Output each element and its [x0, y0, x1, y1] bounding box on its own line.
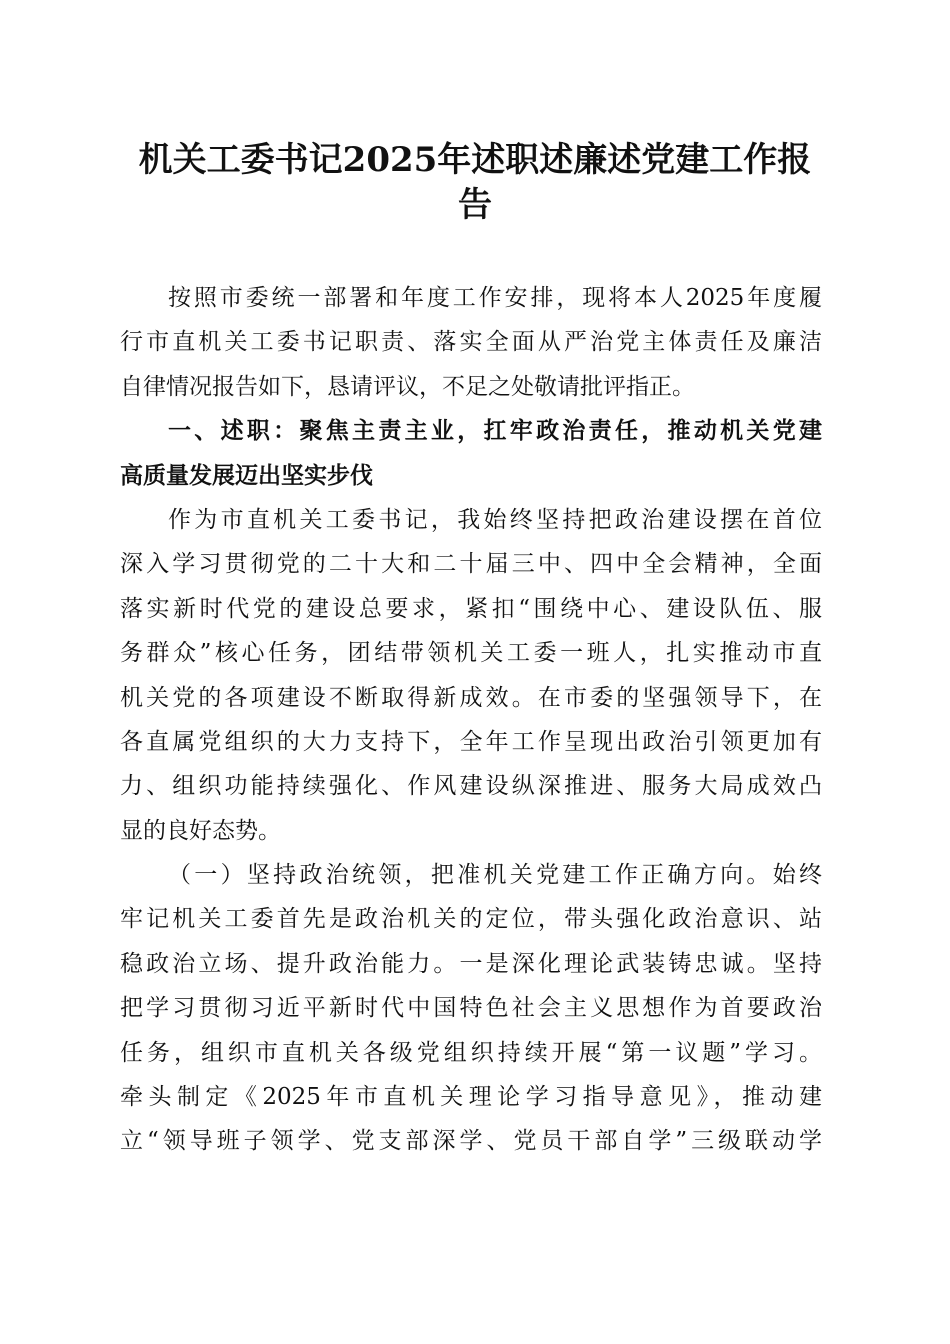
intro-paragraph: [120, 276, 822, 409]
text-line: 稳政治立场、提升政治能力。一是深化理论武装铸忠诚。坚持: [120, 950, 822, 977]
text-line: 任务，组织市直机关各级党组织持续开展“第一议题”学习。: [120, 1039, 822, 1066]
text-line: 立“领导班子领学、党支部深学、党员干部自学”三级联动学: [120, 1128, 822, 1155]
text-line: 一、述职：聚焦主责主业，扛牢政治责任，推动机关党建: [168, 418, 822, 445]
text-line: 牢记机关工委首先是政治机关的定位，带头强化政治意识、站: [120, 906, 822, 933]
text-line: 力、组织功能持续强化、作风建设纵深推进、服务大局成效凸: [120, 773, 822, 800]
document-body: [120, 276, 822, 1164]
text-line: 牵头制定《2025年市直机关理论学习指导意见》，推动建: [120, 1084, 822, 1111]
text-line: 自律情况报告如下，恳请评议，不足之处敬请批评指正。: [120, 373, 695, 400]
text-line: 深入学习贯彻党的二十大和二十届三中、四中全会精神，全面: [120, 551, 822, 578]
section-heading: [120, 409, 822, 498]
text-line: （一）坚持政治统领，把准机关党建工作正确方向。始终: [168, 862, 822, 889]
text-line: 按照市委统一部署和年度工作安排，现将本人2025年度履: [168, 285, 822, 311]
text-line: 作为市直机关工委书记，我始终坚持把政治建设摆在首位: [168, 506, 822, 533]
body-paragraph: [120, 498, 822, 853]
text-line: 务群众”核心任务，团结带领机关工委一班人，扎实推动市直: [120, 640, 822, 667]
body-paragraph: [120, 853, 822, 1164]
text-line: 显的良好态势。: [120, 817, 281, 844]
text-line: 把学习贯彻习近平新时代中国特色社会主义思想作为首要政治: [120, 995, 822, 1022]
text-line: 机关党的各项建设不断取得新成效。在市委的坚强领导下，在: [120, 684, 822, 711]
title-line: 告: [458, 185, 492, 225]
text-line: 行市直机关工委书记职责、落实全面从严治党主体责任及廉洁: [120, 329, 822, 356]
text-line: 各直属党组织的大力支持下，全年工作呈现出政治引领更加有: [120, 728, 822, 755]
title-line: 机关工委书记2025年述职述廉述党建工作报: [138, 140, 812, 180]
document-title: [120, 138, 830, 228]
text-line: 落实新时代党的建设总要求，紧扣“围绕中心、建设队伍、服: [120, 595, 822, 622]
text-line: 高质量发展迈出坚实步伐: [120, 462, 373, 489]
